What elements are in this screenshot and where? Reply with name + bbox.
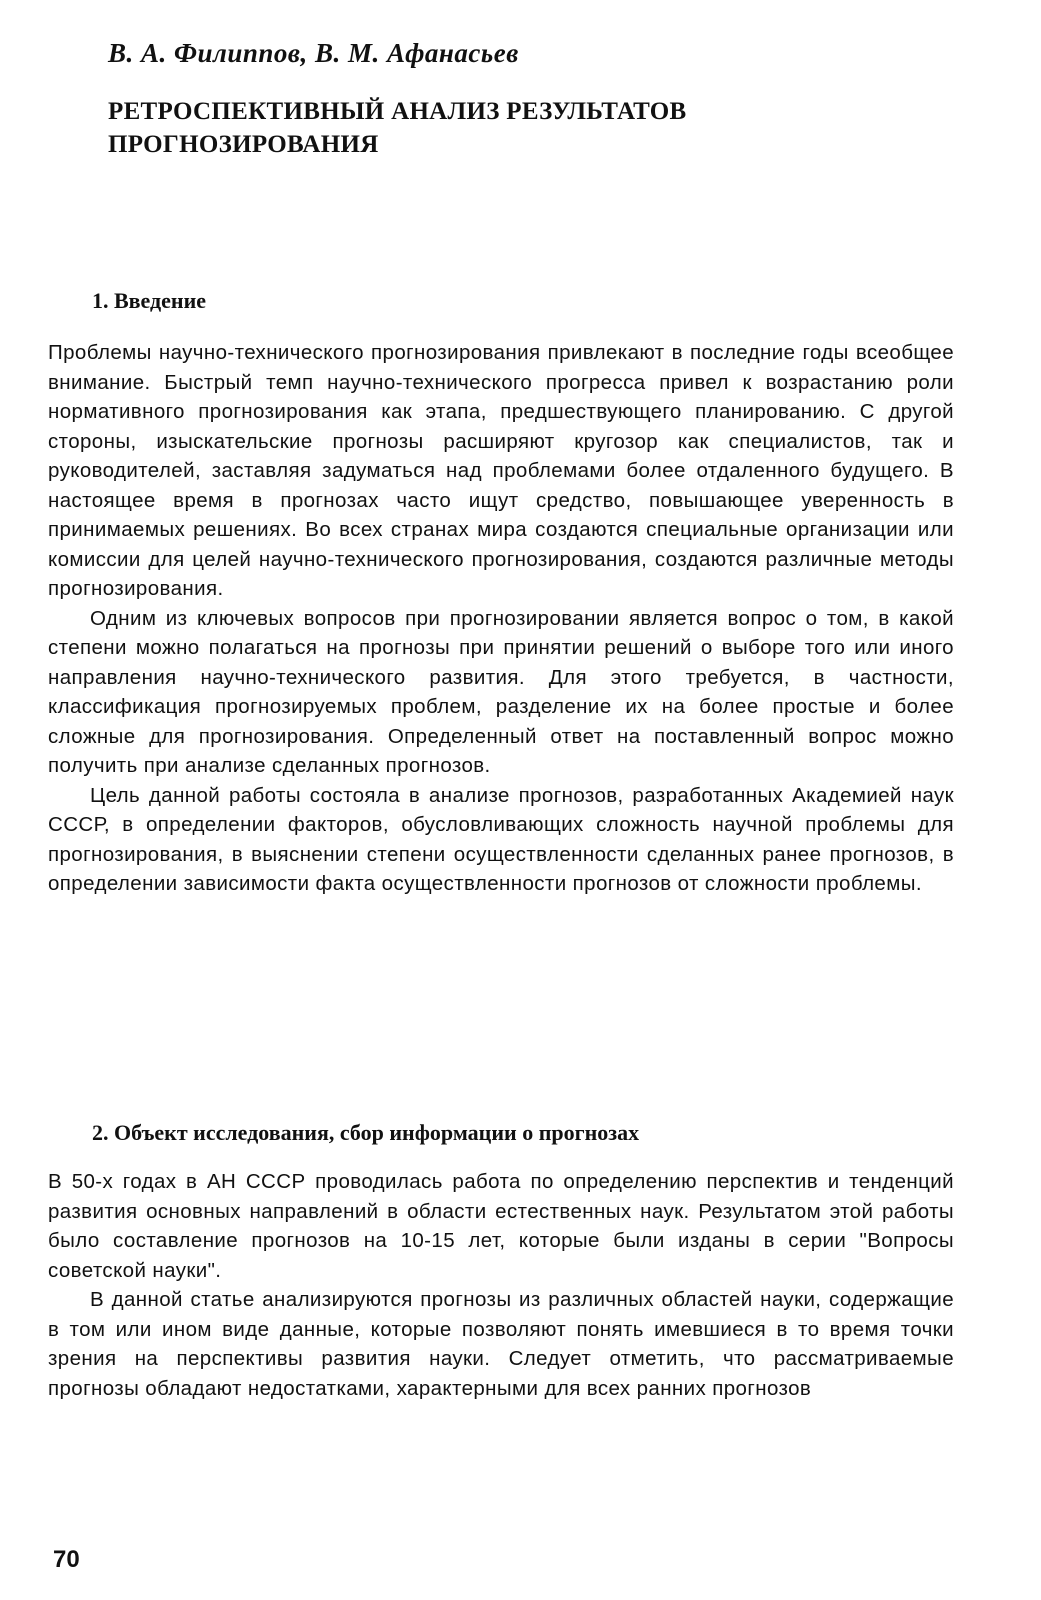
paragraph: В 50-х годах в АН СССР проводилась работа по определению перспектив и тенденций развития основных направлений в области естественных наук. Результатом этой работы было составление прогнозов на 10-15 лет, которые были изданы в серии "Вопросы советской науки".: [48, 1170, 954, 1282]
section-body-object: [48, 1167, 954, 1403]
section-heading-introduction: 1. Введение: [92, 288, 207, 313]
paragraph: Цель данной работы состояла в анализе прогнозов, разработанных Академией наук СССР, в определении факторов, обусловливающих сложность научной проблемы для прогнозирования, в выяснении степени осуществленности сделанных ранее прогнозов, в определении зависимости факта осуществленности прогнозов от сложности проблемы.: [48, 783, 954, 895]
article-title: РЕТРОСПЕКТИВНЫЙ АНАЛИЗ РЕЗУЛЬТАТОВ ПРОГНОЗИРОВАНИЯ: [108, 98, 687, 158]
paragraph: Одним из ключевых вопросов при прогнозировании является вопрос о том, в какой степени можно полагаться на прогнозы при принятии решений о выборе того или иного направления научно-технического развития. Для этого требуется, в частности, классификация прогнозируемых проблем, разделение их на более простые и более сложные для прогнозирования. Определенный ответ на поставленный вопрос можно получить при анализе сделанных прогнозов.: [48, 606, 954, 777]
section-heading-object: 2. Объект исследования, сбор информации о прогнозах: [92, 1120, 640, 1145]
authors: В. А. Филиппов, В. М. Афанасьев: [108, 38, 519, 68]
page-number: 70: [53, 1546, 80, 1573]
section-body-introduction: [48, 338, 954, 899]
paragraph: В данной статье анализируются прогнозы из различных областей науки, содержащие в том или ином виде данные, которые позволяют понять имевшиеся в то время точки зрения на перспективы развития науки. Следует отметить, что рассматриваемые прогнозы обладают недостатками, характерными для всех ранних прогнозов: [48, 1288, 954, 1400]
paragraph: Проблемы научно-технического прогнозирования привлекают в последние годы всеобщее внимание. Быстрый темп научно-технического прогресса привел к возрастанию роли нормативного прогнозирования как этапа, предшествующего планированию. С другой стороны, изыскательские прогнозы расширяют кругозор как специалистов, так и руководителей, заставляя задуматься над проблемами более отдаленного будущего. В настоящее время в прогнозах часто ищут средство, повышающее уверенность в принимаемых решениях. Во всех странах мира создаются специальные организации или комиссии для целей научно-технического прогнозирования, создаются различные методы прогнозирования.: [48, 341, 954, 600]
